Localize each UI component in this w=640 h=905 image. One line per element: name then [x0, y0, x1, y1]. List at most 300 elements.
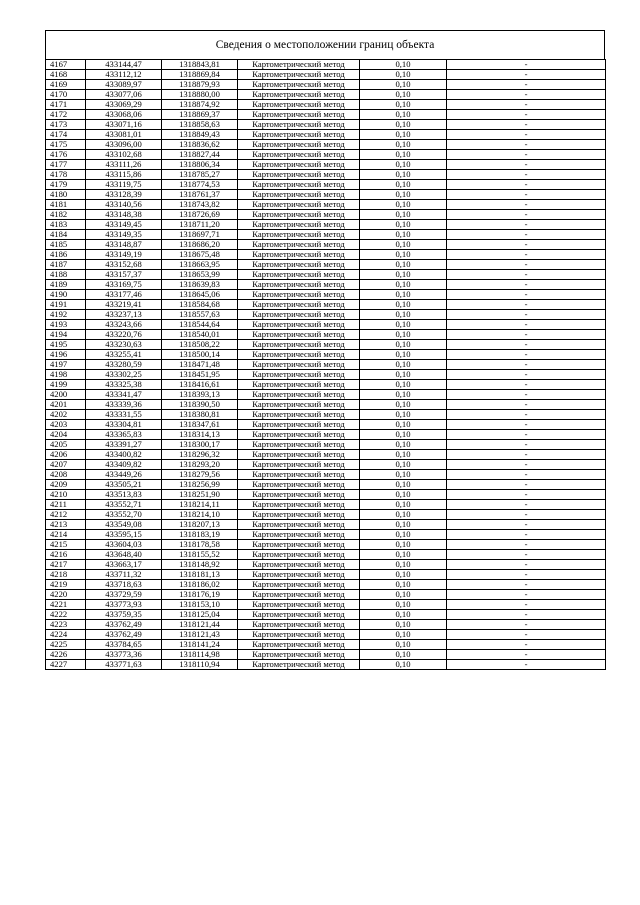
description-cell: - [447, 100, 606, 110]
x-coordinate-cell: 433449,26 [86, 470, 162, 480]
accuracy-cell: 0,10 [360, 310, 447, 320]
method-cell: Картометрический метод [238, 170, 360, 180]
method-cell: Картометрический метод [238, 600, 360, 610]
point-number-cell: 4204 [46, 430, 86, 440]
method-cell: Картометрический метод [238, 110, 360, 120]
description-cell: - [447, 120, 606, 130]
x-coordinate-cell: 433112,12 [86, 70, 162, 80]
accuracy-cell: 0,10 [360, 210, 447, 220]
table-row [46, 430, 606, 440]
method-cell: Картометрический метод [238, 300, 360, 310]
y-coordinate-cell: 1318114,98 [162, 650, 238, 660]
description-cell: - [447, 380, 606, 390]
description-cell: - [447, 360, 606, 370]
y-coordinate-cell: 1318874,92 [162, 100, 238, 110]
x-coordinate-cell: 433237,13 [86, 310, 162, 320]
table-row [46, 540, 606, 550]
point-number-cell: 4184 [46, 230, 86, 240]
table-row [46, 550, 606, 560]
method-cell: Картометрический метод [238, 540, 360, 550]
y-coordinate-cell: 1318148,92 [162, 560, 238, 570]
point-number-cell: 4183 [46, 220, 86, 230]
y-coordinate-cell: 1318686,20 [162, 240, 238, 250]
y-coordinate-cell: 1318416,61 [162, 380, 238, 390]
description-cell: - [447, 90, 606, 100]
y-coordinate-cell: 1318540,01 [162, 330, 238, 340]
x-coordinate-cell: 433341,47 [86, 390, 162, 400]
point-number-cell: 4207 [46, 460, 86, 470]
method-cell: Картометрический метод [238, 130, 360, 140]
description-cell: - [447, 570, 606, 580]
description-cell: - [447, 240, 606, 250]
method-cell: Картометрический метод [238, 270, 360, 280]
accuracy-cell: 0,10 [360, 170, 447, 180]
y-coordinate-cell: 1318508,22 [162, 340, 238, 350]
description-cell: - [447, 660, 606, 670]
description-cell: - [447, 550, 606, 560]
x-coordinate-cell: 433552,71 [86, 500, 162, 510]
accuracy-cell: 0,10 [360, 410, 447, 420]
description-cell: - [447, 520, 606, 530]
accuracy-cell: 0,10 [360, 280, 447, 290]
y-coordinate-cell: 1318186,02 [162, 580, 238, 590]
table-row [46, 360, 606, 370]
x-coordinate-cell: 433081,01 [86, 130, 162, 140]
method-cell: Картометрический метод [238, 310, 360, 320]
x-coordinate-cell: 433157,37 [86, 270, 162, 280]
point-number-cell: 4169 [46, 80, 86, 90]
table-row [46, 160, 606, 170]
description-cell: - [447, 470, 606, 480]
accuracy-cell: 0,10 [360, 360, 447, 370]
y-coordinate-cell: 1318121,43 [162, 630, 238, 640]
point-number-cell: 4186 [46, 250, 86, 260]
table-row [46, 620, 606, 630]
y-coordinate-cell: 1318314,13 [162, 430, 238, 440]
x-coordinate-cell: 433771,63 [86, 660, 162, 670]
x-coordinate-cell: 433177,46 [86, 290, 162, 300]
method-cell: Картометрический метод [238, 650, 360, 660]
y-coordinate-cell: 1318880,00 [162, 90, 238, 100]
accuracy-cell: 0,10 [360, 450, 447, 460]
point-number-cell: 4212 [46, 510, 86, 520]
accuracy-cell: 0,10 [360, 60, 447, 70]
description-cell: - [447, 600, 606, 610]
table-row [46, 70, 606, 80]
point-number-cell: 4173 [46, 120, 86, 130]
point-number-cell: 4214 [46, 530, 86, 540]
accuracy-cell: 0,10 [360, 660, 447, 670]
method-cell: Картометрический метод [238, 620, 360, 630]
x-coordinate-cell: 433339,36 [86, 400, 162, 410]
table-row [46, 500, 606, 510]
accuracy-cell: 0,10 [360, 160, 447, 170]
description-cell: - [447, 170, 606, 180]
description-cell: - [447, 640, 606, 650]
method-cell: Картометрический метод [238, 640, 360, 650]
y-coordinate-cell: 1318858,63 [162, 120, 238, 130]
table-title: Сведения о местоположении границ объекта [45, 30, 605, 59]
x-coordinate-cell: 433220,76 [86, 330, 162, 340]
table-row [46, 390, 606, 400]
point-number-cell: 4180 [46, 190, 86, 200]
point-number-cell: 4218 [46, 570, 86, 580]
description-cell: - [447, 110, 606, 120]
table-row [46, 190, 606, 200]
description-cell: - [447, 60, 606, 70]
point-number-cell: 4170 [46, 90, 86, 100]
method-cell: Картометрический метод [238, 480, 360, 490]
accuracy-cell: 0,10 [360, 250, 447, 260]
description-cell: - [447, 430, 606, 440]
y-coordinate-cell: 1318183,19 [162, 530, 238, 540]
y-coordinate-cell: 1318774,53 [162, 180, 238, 190]
method-cell: Картометрический метод [238, 230, 360, 240]
point-number-cell: 4213 [46, 520, 86, 530]
y-coordinate-cell: 1318207,13 [162, 520, 238, 530]
table-body [46, 60, 606, 670]
table-row [46, 300, 606, 310]
table-row [46, 60, 606, 70]
description-cell: - [447, 340, 606, 350]
y-coordinate-cell: 1318697,71 [162, 230, 238, 240]
x-coordinate-cell: 433068,06 [86, 110, 162, 120]
description-cell: - [447, 180, 606, 190]
y-coordinate-cell: 1318296,32 [162, 450, 238, 460]
table-row [46, 240, 606, 250]
y-coordinate-cell: 1318279,56 [162, 470, 238, 480]
x-coordinate-cell: 433077,06 [86, 90, 162, 100]
accuracy-cell: 0,10 [360, 420, 447, 430]
description-cell: - [447, 280, 606, 290]
accuracy-cell: 0,10 [360, 640, 447, 650]
point-number-cell: 4179 [46, 180, 86, 190]
description-cell: - [447, 650, 606, 660]
method-cell: Картометрический метод [238, 320, 360, 330]
point-number-cell: 4222 [46, 610, 86, 620]
y-coordinate-cell: 1318125,04 [162, 610, 238, 620]
x-coordinate-cell: 433648,40 [86, 550, 162, 560]
point-number-cell: 4208 [46, 470, 86, 480]
accuracy-cell: 0,10 [360, 460, 447, 470]
x-coordinate-cell: 433331,55 [86, 410, 162, 420]
table-row [46, 580, 606, 590]
x-coordinate-cell: 433409,82 [86, 460, 162, 470]
accuracy-cell: 0,10 [360, 430, 447, 440]
accuracy-cell: 0,10 [360, 560, 447, 570]
description-cell: - [447, 210, 606, 220]
accuracy-cell: 0,10 [360, 150, 447, 160]
accuracy-cell: 0,10 [360, 580, 447, 590]
x-coordinate-cell: 433149,35 [86, 230, 162, 240]
description-cell: - [447, 140, 606, 150]
description-cell: - [447, 530, 606, 540]
point-number-cell: 4191 [46, 300, 86, 310]
method-cell: Картометрический метод [238, 510, 360, 520]
accuracy-cell: 0,10 [360, 290, 447, 300]
x-coordinate-cell: 433219,41 [86, 300, 162, 310]
table-row [46, 640, 606, 650]
accuracy-cell: 0,10 [360, 180, 447, 190]
method-cell: Картометрический метод [238, 80, 360, 90]
x-coordinate-cell: 433119,75 [86, 180, 162, 190]
table-row [46, 490, 606, 500]
method-cell: Картометрический метод [238, 190, 360, 200]
table-row [46, 320, 606, 330]
accuracy-cell: 0,10 [360, 340, 447, 350]
method-cell: Картометрический метод [238, 490, 360, 500]
table-row [46, 370, 606, 380]
table-row [46, 180, 606, 190]
accuracy-cell: 0,10 [360, 480, 447, 490]
accuracy-cell: 0,10 [360, 390, 447, 400]
method-cell: Картометрический метод [238, 430, 360, 440]
accuracy-cell: 0,10 [360, 510, 447, 520]
method-cell: Картометрический метод [238, 120, 360, 130]
table-row [46, 150, 606, 160]
point-number-cell: 4224 [46, 630, 86, 640]
point-number-cell: 4195 [46, 340, 86, 350]
accuracy-cell: 0,10 [360, 200, 447, 210]
method-cell: Картометрический метод [238, 180, 360, 190]
x-coordinate-cell: 433711,32 [86, 570, 162, 580]
point-number-cell: 4198 [46, 370, 86, 380]
x-coordinate-cell: 433115,86 [86, 170, 162, 180]
x-coordinate-cell: 433111,26 [86, 160, 162, 170]
y-coordinate-cell: 1318879,93 [162, 80, 238, 90]
point-number-cell: 4185 [46, 240, 86, 250]
point-number-cell: 4225 [46, 640, 86, 650]
table-row [46, 110, 606, 120]
y-coordinate-cell: 1318827,44 [162, 150, 238, 160]
method-cell: Картометрический метод [238, 500, 360, 510]
x-coordinate-cell: 433773,93 [86, 600, 162, 610]
x-coordinate-cell: 433325,38 [86, 380, 162, 390]
y-coordinate-cell: 1318380,81 [162, 410, 238, 420]
method-cell: Картометрический метод [238, 380, 360, 390]
y-coordinate-cell: 1318806,34 [162, 160, 238, 170]
point-number-cell: 4205 [46, 440, 86, 450]
y-coordinate-cell: 1318639,83 [162, 280, 238, 290]
method-cell: Картометрический метод [238, 350, 360, 360]
table-row [46, 400, 606, 410]
accuracy-cell: 0,10 [360, 470, 447, 480]
point-number-cell: 4221 [46, 600, 86, 610]
description-cell: - [447, 350, 606, 360]
accuracy-cell: 0,10 [360, 80, 447, 90]
method-cell: Картометрический метод [238, 460, 360, 470]
x-coordinate-cell: 433762,49 [86, 630, 162, 640]
x-coordinate-cell: 433663,17 [86, 560, 162, 570]
point-number-cell: 4220 [46, 590, 86, 600]
point-number-cell: 4219 [46, 580, 86, 590]
method-cell: Картометрический метод [238, 580, 360, 590]
description-cell: - [447, 190, 606, 200]
description-cell: - [447, 260, 606, 270]
x-coordinate-cell: 433718,63 [86, 580, 162, 590]
description-cell: - [447, 270, 606, 280]
method-cell: Картометрический метод [238, 660, 360, 670]
description-cell: - [447, 510, 606, 520]
accuracy-cell: 0,10 [360, 490, 447, 500]
method-cell: Картометрический метод [238, 420, 360, 430]
y-coordinate-cell: 1318293,20 [162, 460, 238, 470]
point-number-cell: 4226 [46, 650, 86, 660]
y-coordinate-cell: 1318471,48 [162, 360, 238, 370]
point-number-cell: 4217 [46, 560, 86, 570]
description-cell: - [447, 370, 606, 380]
description-cell: - [447, 160, 606, 170]
table-row [46, 380, 606, 390]
point-number-cell: 4202 [46, 410, 86, 420]
description-cell: - [447, 610, 606, 620]
x-coordinate-cell: 433096,00 [86, 140, 162, 150]
x-coordinate-cell: 433102,68 [86, 150, 162, 160]
method-cell: Картометрический метод [238, 220, 360, 230]
point-number-cell: 4206 [46, 450, 86, 460]
method-cell: Картометрический метод [238, 630, 360, 640]
description-cell: - [447, 480, 606, 490]
accuracy-cell: 0,10 [360, 650, 447, 660]
y-coordinate-cell: 1318451,95 [162, 370, 238, 380]
x-coordinate-cell: 433784,65 [86, 640, 162, 650]
accuracy-cell: 0,10 [360, 270, 447, 280]
y-coordinate-cell: 1318347,61 [162, 420, 238, 430]
accuracy-cell: 0,10 [360, 440, 447, 450]
point-number-cell: 4194 [46, 330, 86, 340]
description-cell: - [447, 490, 606, 500]
point-number-cell: 4209 [46, 480, 86, 490]
accuracy-cell: 0,10 [360, 240, 447, 250]
x-coordinate-cell: 433152,68 [86, 260, 162, 270]
description-cell: - [447, 300, 606, 310]
y-coordinate-cell: 1318181,13 [162, 570, 238, 580]
table-row [46, 230, 606, 240]
method-cell: Картометрический метод [238, 210, 360, 220]
point-number-cell: 4200 [46, 390, 86, 400]
point-number-cell: 4193 [46, 320, 86, 330]
x-coordinate-cell: 433729,59 [86, 590, 162, 600]
y-coordinate-cell: 1318869,37 [162, 110, 238, 120]
table-row [46, 260, 606, 270]
x-coordinate-cell: 433149,45 [86, 220, 162, 230]
x-coordinate-cell: 433304,81 [86, 420, 162, 430]
point-number-cell: 4171 [46, 100, 86, 110]
x-coordinate-cell: 433169,75 [86, 280, 162, 290]
accuracy-cell: 0,10 [360, 120, 447, 130]
accuracy-cell: 0,10 [360, 520, 447, 530]
method-cell: Картометрический метод [238, 150, 360, 160]
accuracy-cell: 0,10 [360, 110, 447, 120]
x-coordinate-cell: 433505,21 [86, 480, 162, 490]
y-coordinate-cell: 1318743,82 [162, 200, 238, 210]
point-number-cell: 4172 [46, 110, 86, 120]
description-cell: - [447, 250, 606, 260]
x-coordinate-cell: 433148,87 [86, 240, 162, 250]
point-number-cell: 4175 [46, 140, 86, 150]
point-number-cell: 4181 [46, 200, 86, 210]
description-cell: - [447, 130, 606, 140]
accuracy-cell: 0,10 [360, 620, 447, 630]
accuracy-cell: 0,10 [360, 260, 447, 270]
point-number-cell: 4197 [46, 360, 86, 370]
table-row [46, 520, 606, 530]
accuracy-cell: 0,10 [360, 330, 447, 340]
x-coordinate-cell: 433243,66 [86, 320, 162, 330]
table-row [46, 630, 606, 640]
description-cell: - [447, 450, 606, 460]
y-coordinate-cell: 1318121,44 [162, 620, 238, 630]
y-coordinate-cell: 1318557,63 [162, 310, 238, 320]
y-coordinate-cell: 1318251,90 [162, 490, 238, 500]
method-cell: Картометрический метод [238, 280, 360, 290]
y-coordinate-cell: 1318675,48 [162, 250, 238, 260]
x-coordinate-cell: 433144,47 [86, 60, 162, 70]
y-coordinate-cell: 1318178,58 [162, 540, 238, 550]
description-cell: - [447, 560, 606, 570]
table-row [46, 330, 606, 340]
point-number-cell: 4167 [46, 60, 86, 70]
table-row [46, 310, 606, 320]
table-row [46, 660, 606, 670]
y-coordinate-cell: 1318300,17 [162, 440, 238, 450]
y-coordinate-cell: 1318110,94 [162, 660, 238, 670]
table-row [46, 560, 606, 570]
y-coordinate-cell: 1318141,24 [162, 640, 238, 650]
y-coordinate-cell: 1318849,43 [162, 130, 238, 140]
table-row [46, 130, 606, 140]
table-row [46, 200, 606, 210]
method-cell: Картометрический метод [238, 100, 360, 110]
accuracy-cell: 0,10 [360, 100, 447, 110]
method-cell: Картометрический метод [238, 470, 360, 480]
accuracy-cell: 0,10 [360, 400, 447, 410]
table-row [46, 280, 606, 290]
description-cell: - [447, 150, 606, 160]
point-number-cell: 4227 [46, 660, 86, 670]
x-coordinate-cell: 433604,03 [86, 540, 162, 550]
accuracy-cell: 0,10 [360, 630, 447, 640]
y-coordinate-cell: 1318711,20 [162, 220, 238, 230]
y-coordinate-cell: 1318214,10 [162, 510, 238, 520]
point-number-cell: 4168 [46, 70, 86, 80]
y-coordinate-cell: 1318500,14 [162, 350, 238, 360]
y-coordinate-cell: 1318584,68 [162, 300, 238, 310]
table-row [46, 460, 606, 470]
point-number-cell: 4216 [46, 550, 86, 560]
accuracy-cell: 0,10 [360, 190, 447, 200]
x-coordinate-cell: 433552,70 [86, 510, 162, 520]
description-cell: - [447, 630, 606, 640]
x-coordinate-cell: 433089,97 [86, 80, 162, 90]
description-cell: - [447, 200, 606, 210]
description-cell: - [447, 220, 606, 230]
accuracy-cell: 0,10 [360, 550, 447, 560]
accuracy-cell: 0,10 [360, 590, 447, 600]
accuracy-cell: 0,10 [360, 140, 447, 150]
point-number-cell: 4174 [46, 130, 86, 140]
y-coordinate-cell: 1318176,19 [162, 590, 238, 600]
method-cell: Картометрический метод [238, 530, 360, 540]
x-coordinate-cell: 433128,39 [86, 190, 162, 200]
y-coordinate-cell: 1318153,10 [162, 600, 238, 610]
table-row [46, 440, 606, 450]
method-cell: Картометрический метод [238, 450, 360, 460]
table-row [46, 420, 606, 430]
description-cell: - [447, 80, 606, 90]
x-coordinate-cell: 433069,29 [86, 100, 162, 110]
method-cell: Картометрический метод [238, 590, 360, 600]
